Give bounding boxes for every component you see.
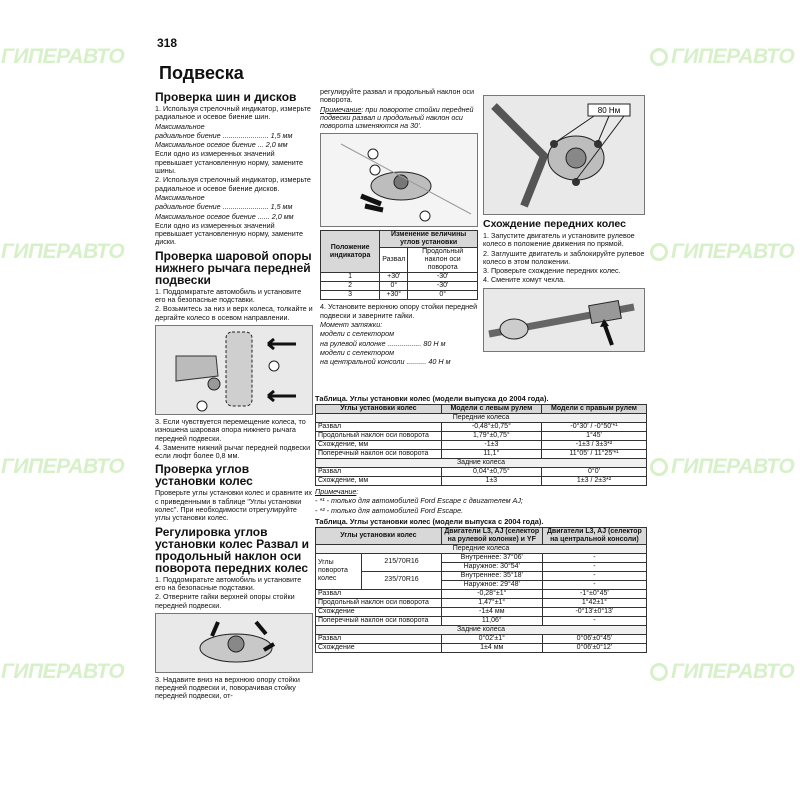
paragraph: 2. Заглушите двигатель и заблокируйте рулевое колесо в этом положении. bbox=[483, 248, 645, 266]
table-subheader: Передние колеса bbox=[316, 414, 647, 423]
paragraph: 1. Используя стрелочный индикатор, измерьте радиальное и осевое биение шин. bbox=[155, 104, 311, 122]
page-title: Подвеска bbox=[159, 63, 244, 83]
table-cell: -30' bbox=[408, 282, 478, 291]
section-heading: Регулировка углов установки колес Развал и продольный наклон оси поворота передних колес bbox=[155, 524, 309, 575]
paragraph: 4. Установите верхнюю опору стойки передней подвески и заверните гайки. bbox=[320, 302, 478, 320]
table-cell: 0°06'±0°45' bbox=[542, 634, 646, 643]
table-subheader: Задние колеса bbox=[316, 625, 647, 634]
paragraph: 2. Возьмитесь за низ и верх колеса, толкайте и дергайте колесо в осевом направлении. bbox=[155, 304, 313, 322]
table-row bbox=[321, 291, 478, 300]
table-cell: 1±4 мм bbox=[441, 643, 542, 652]
page-number: 318 bbox=[157, 36, 178, 50]
table-cell: Схождение, мм bbox=[316, 477, 442, 486]
table-row bbox=[316, 441, 647, 450]
table-header: Изменение величины углов установки bbox=[380, 231, 478, 248]
paragraph: 3. Надавите вниз на верхнюю опору стойки передней подвески и, поворачивая стойку передней подвески, от- bbox=[155, 674, 300, 701]
table-header: Двигатели L3, AJ (селектор на рулевой колонке) и YF bbox=[441, 527, 542, 544]
table-cell: Схождение, мм bbox=[316, 441, 442, 450]
table-cell: - bbox=[542, 562, 646, 571]
spec-line: на центральной консоли .......... 40 Н м bbox=[320, 357, 451, 367]
section-heading: Проверка углов установки колес bbox=[155, 462, 253, 489]
table-cell: 0°02'±1° bbox=[441, 634, 542, 643]
table-cell: Поперечный наклон оси поворота bbox=[316, 616, 442, 625]
table-cell: Внутреннее: 37°06' bbox=[441, 553, 542, 562]
strut-mount-illustration bbox=[155, 613, 313, 673]
strut-top-illustration bbox=[483, 95, 645, 215]
watermark: ГИПЕРАВТО bbox=[650, 660, 794, 684]
spec-line: на рулевой колонке ................. 80 Н м bbox=[320, 338, 446, 348]
table-cell: - bbox=[542, 616, 646, 625]
watermark: ГИПЕРАВТО bbox=[650, 45, 794, 69]
alignment-tables bbox=[315, 392, 647, 653]
table-header: Развал bbox=[380, 248, 408, 273]
table-caption: Таблица. Углы установки колес (модели выпуска до 2004 года). bbox=[315, 394, 549, 403]
watermark: ГИПЕРАВТО bbox=[1, 240, 125, 263]
spec-line: модели с селектором bbox=[320, 329, 394, 339]
table-row bbox=[321, 282, 478, 291]
table-row bbox=[316, 616, 647, 625]
table-cell: Внутреннее: 35°18' bbox=[441, 571, 542, 580]
table-header: Углы установки колес bbox=[316, 405, 442, 414]
strut-rotation-illustration bbox=[320, 133, 478, 227]
table-cell: 11,1° bbox=[441, 450, 541, 459]
table-cell: 0° bbox=[408, 291, 478, 300]
table-cell: 1±3 / 2±3*² bbox=[541, 477, 646, 486]
table-cell: 0°06'±0°12' bbox=[542, 643, 646, 652]
note: - *² - только для автомобилей Ford Escape. bbox=[315, 505, 464, 515]
table-cell: 1,79°±0,75° bbox=[441, 432, 541, 441]
table-row bbox=[316, 432, 647, 441]
spec-line: модели с селектором bbox=[320, 347, 394, 357]
paragraph: 3. Проверьте схождение передних колес. bbox=[483, 266, 621, 276]
watermark: ГИПЕРАВТО bbox=[1, 45, 125, 68]
section-heading: Схождение передних колес bbox=[483, 218, 626, 230]
alignment-table-2004 bbox=[315, 527, 647, 653]
table-cell: -30' bbox=[408, 273, 478, 282]
table-cell: Схождение bbox=[316, 643, 442, 652]
note: Примечание: при повороте стойки передней подвески развал и продольный наклон оси поворота изменяются на 30'. bbox=[320, 104, 474, 131]
table-cell: Углы поворота колес bbox=[316, 553, 362, 589]
paragraph: 2. Отверните гайки верхней опоры стойки передней подвески. bbox=[155, 592, 295, 610]
table-header: Положение индикатора bbox=[321, 231, 380, 273]
watermark: ГИПЕРАВТО bbox=[650, 240, 794, 264]
table-cell: 0° bbox=[380, 282, 408, 291]
table-cell: +30' bbox=[380, 273, 408, 282]
table-cell: 11°05' / 11°25'*¹ bbox=[541, 450, 646, 459]
paragraph: 1. Запустите двигатель и установите рулевое колесо в положение движения по прямой. bbox=[483, 231, 635, 249]
table-cell: 1±3 bbox=[441, 477, 541, 486]
paragraph: 1. Поддомкратьте автомобиль и установите его на безопасные подставки. bbox=[155, 574, 302, 592]
spec-line: Максимальное осевое биение ... 2,0 мм bbox=[155, 140, 288, 150]
table-cell: 1°42±1° bbox=[542, 598, 646, 607]
table-cell: -0,48°±0,75° bbox=[441, 423, 541, 432]
table-cell: Продольный наклон оси поворота bbox=[316, 432, 442, 441]
alignment-table-pre2004 bbox=[315, 404, 647, 486]
table-row bbox=[316, 589, 647, 598]
watermark: ГИПЕРАВТО bbox=[1, 455, 125, 478]
table-cell: 0,04°±0,75° bbox=[441, 468, 541, 477]
table-row bbox=[316, 468, 647, 477]
table-row bbox=[316, 607, 647, 616]
column-middle bbox=[320, 88, 478, 368]
table-row bbox=[316, 571, 647, 580]
paragraph: Если одно из измеренных значений превышает установленную норму, замените шины. bbox=[155, 149, 304, 176]
table-cell: - bbox=[542, 571, 646, 580]
table-cell: - bbox=[542, 553, 646, 562]
paragraph: 4. Замените нижний рычаг передней подвески если люфт более 0,8 мм. bbox=[155, 442, 311, 461]
paragraph: 4. Смените хомут чехла. bbox=[483, 275, 566, 285]
table-cell: +30° bbox=[380, 291, 408, 300]
note: Примечание: bbox=[315, 487, 359, 496]
table-cell: 1°45' bbox=[541, 432, 646, 441]
table-cell: -0°30' / -0°50'*¹ bbox=[541, 423, 646, 432]
watermark: ГИПЕРАВТО bbox=[650, 455, 794, 479]
table-cell: Развал bbox=[316, 589, 442, 598]
table-subheader: Задние колеса bbox=[316, 459, 647, 468]
paragraph: 1. Поддомкратьте автомобиль и установите его на безопасные подставки. bbox=[155, 286, 302, 305]
spec-line: Максимальное осевое биение ...... 2,0 мм bbox=[155, 211, 294, 221]
paragraph: 3. Если чувствуется перемещение колеса, то изношена шаровая опора нижнего рычага передней подвески. bbox=[155, 416, 306, 443]
table-cell: 3 bbox=[321, 291, 380, 300]
table-cell: -1±3 / 3±3*² bbox=[541, 441, 646, 450]
table-row bbox=[316, 598, 647, 607]
table-cell: -0,28°±1° bbox=[441, 589, 542, 598]
section-heading: Проверка шаровой опоры нижнего рычага передней подвески bbox=[155, 248, 312, 287]
table-row bbox=[321, 273, 478, 282]
table-header: Продольный наклон оси поворота bbox=[408, 248, 478, 273]
paragraph: Если одно из измеренных значений превышает установленную норму, замените диски. bbox=[155, 220, 304, 247]
table-cell: -0°13'±0°13' bbox=[542, 607, 646, 616]
table-cell: - bbox=[542, 580, 646, 589]
table-subheader: Передние колеса bbox=[316, 544, 647, 553]
torque-callout: 80 Нм bbox=[597, 106, 621, 115]
table-cell: -1±3 bbox=[441, 441, 541, 450]
table-cell: 2 bbox=[321, 282, 380, 291]
tie-rod-illustration bbox=[483, 288, 645, 352]
column-left bbox=[155, 88, 313, 702]
table-cell: Наружное: 29°48' bbox=[441, 580, 542, 589]
document-page bbox=[155, 30, 645, 780]
table-cell: Продольный наклон оси поворота bbox=[316, 598, 442, 607]
note: - *¹ - только для автомобилей Ford Escape с двигателем AJ; bbox=[315, 496, 523, 506]
table-cell: 235/70R16 bbox=[362, 571, 441, 589]
table-header: Модели с левым рулем bbox=[441, 405, 541, 414]
table-cell: 1 bbox=[321, 273, 380, 282]
section-heading: Проверка шин и дисков bbox=[155, 90, 297, 104]
table-cell: Поперечный наклон оси поворота bbox=[316, 450, 442, 459]
table-row bbox=[316, 423, 647, 432]
paragraph: 2. Используя стрелочный индикатор, измерьте радиальное и осевое биение дисков. bbox=[155, 175, 311, 193]
spec-line: Максимальное bbox=[155, 192, 205, 202]
spec-line: Максимальное bbox=[155, 121, 205, 131]
table-cell: Развал bbox=[316, 423, 442, 432]
table-row bbox=[316, 553, 647, 562]
watermark: ГИПЕРАВТО bbox=[1, 660, 125, 683]
table-row bbox=[316, 477, 647, 486]
spec-line: радиальное биение ....................... 1,5 мм bbox=[155, 130, 293, 140]
table-row bbox=[316, 643, 647, 652]
table-cell: 11,06° bbox=[441, 616, 542, 625]
table-cell: Схождение bbox=[316, 607, 442, 616]
table-row bbox=[316, 450, 647, 459]
table-row bbox=[316, 634, 647, 643]
indicator-table bbox=[320, 230, 478, 300]
table-header: Модели с правым рулем bbox=[541, 405, 646, 414]
table-cell: 0°0' bbox=[541, 468, 646, 477]
table-header: Углы установки колес bbox=[316, 527, 442, 544]
table-cell: 1,47°±1° bbox=[441, 598, 542, 607]
table-cell: Развал bbox=[316, 468, 442, 477]
table-cell: Наружное: 30°54' bbox=[441, 562, 542, 571]
table-caption: Таблица. Углы установки колес (модели выпуска с 2004 года). bbox=[315, 516, 544, 526]
ball-joint-illustration bbox=[155, 325, 313, 415]
paragraph: Проверьте углы установки колес и сравните их с приведенными в таблице "Углы установки колес". При необходимости отрегулируйте углы установки колес. bbox=[155, 488, 313, 523]
spec-line: Момент затяжки: bbox=[320, 320, 383, 330]
table-cell: -1°±0°45' bbox=[542, 589, 646, 598]
table-cell: 215/70R16 bbox=[362, 553, 441, 571]
column-right bbox=[483, 92, 645, 355]
table-header: Двигатели L3, AJ (селектор на центральной консоли) bbox=[542, 527, 646, 544]
spec-line: радиальное биение ....................... 1,5 мм bbox=[155, 202, 293, 212]
table-cell: -1±4 мм bbox=[441, 607, 542, 616]
paragraph: регулируйте развал и продольный наклон оси поворота. bbox=[320, 87, 475, 105]
table-cell: Развал bbox=[316, 634, 442, 643]
